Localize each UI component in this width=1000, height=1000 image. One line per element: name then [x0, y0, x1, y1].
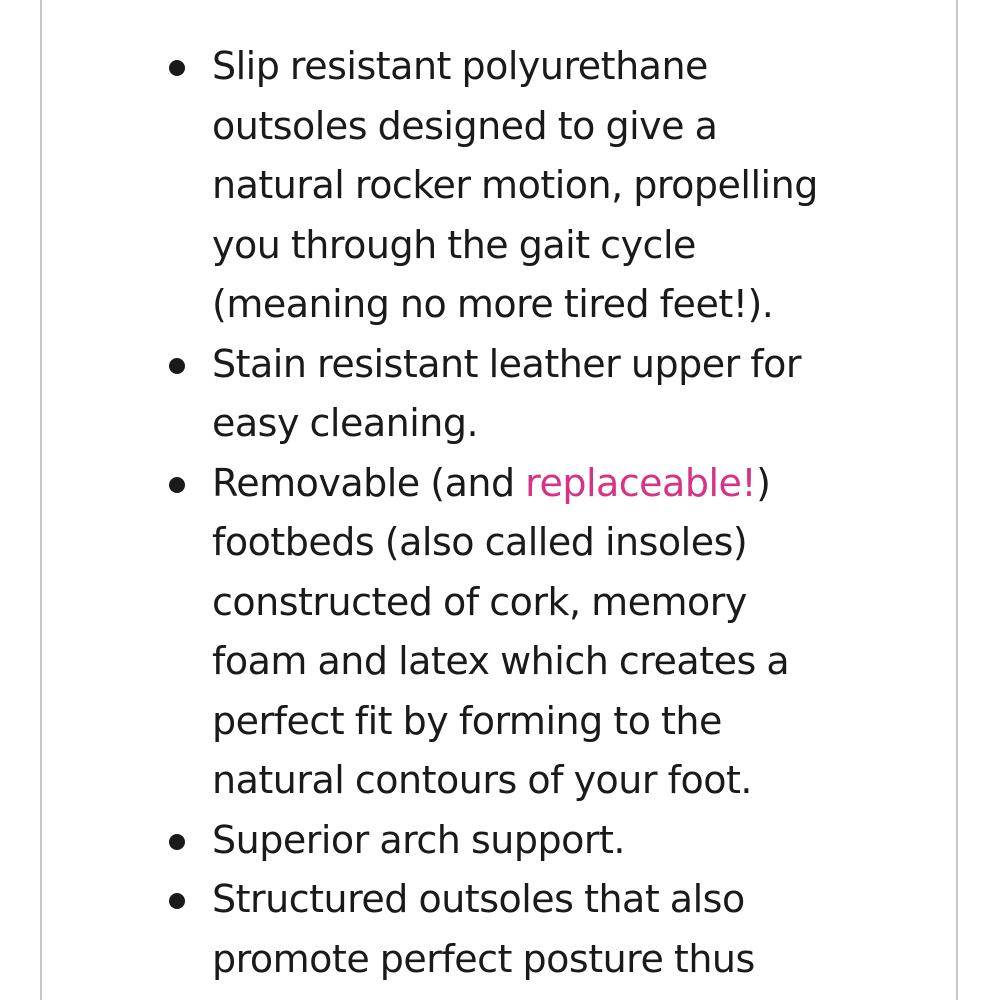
list-item-text	[212, 454, 912, 811]
list-item-text	[212, 811, 912, 871]
text-line: footbeds (also called insoles)	[212, 520, 748, 564]
list-item	[0, 811, 1000, 871]
text-line: perfect fit by forming to the	[212, 698, 722, 743]
text-line: Structured outsoles that also	[212, 877, 745, 921]
list-item	[0, 335, 1000, 454]
text-suffix: )	[756, 460, 771, 505]
text-line: outsoles designed to give a	[212, 103, 718, 148]
bullet-icon	[169, 477, 185, 493]
text-line: promote perfect posture thus	[212, 936, 755, 981]
text-line	[212, 454, 912, 514]
list-item	[0, 870, 1000, 989]
text-line: natural rocker motion, propelling	[212, 163, 818, 207]
bullet-icon	[169, 834, 185, 850]
text-line: foam and latex which creates a	[212, 639, 790, 683]
bullet-icon	[169, 893, 185, 909]
text-line: natural contours of your foot.	[212, 758, 752, 802]
text-line: constructed of cork, memory	[212, 579, 747, 624]
text-prefix: Removable (and	[212, 460, 526, 505]
text-line: Stain resistant leather upper for	[212, 341, 802, 386]
list-item-text	[212, 335, 912, 454]
text-line: Superior arch support.	[212, 817, 625, 862]
feature-list	[0, 37, 1000, 989]
list-item-text	[212, 37, 912, 335]
list-item	[0, 37, 1000, 335]
text-line: easy cleaning.	[212, 401, 479, 445]
text-line: Slip resistant polyurethane	[212, 44, 708, 88]
bullet-icon	[169, 60, 185, 76]
list-item	[0, 454, 1000, 811]
text-line: you through the gait cycle	[212, 222, 696, 267]
bullet-icon	[169, 358, 185, 374]
text-line: (meaning no more tired feet!).	[212, 282, 774, 326]
list-item-text	[212, 870, 912, 989]
replaceable-link[interactable]: replaceable!	[525, 460, 757, 505]
